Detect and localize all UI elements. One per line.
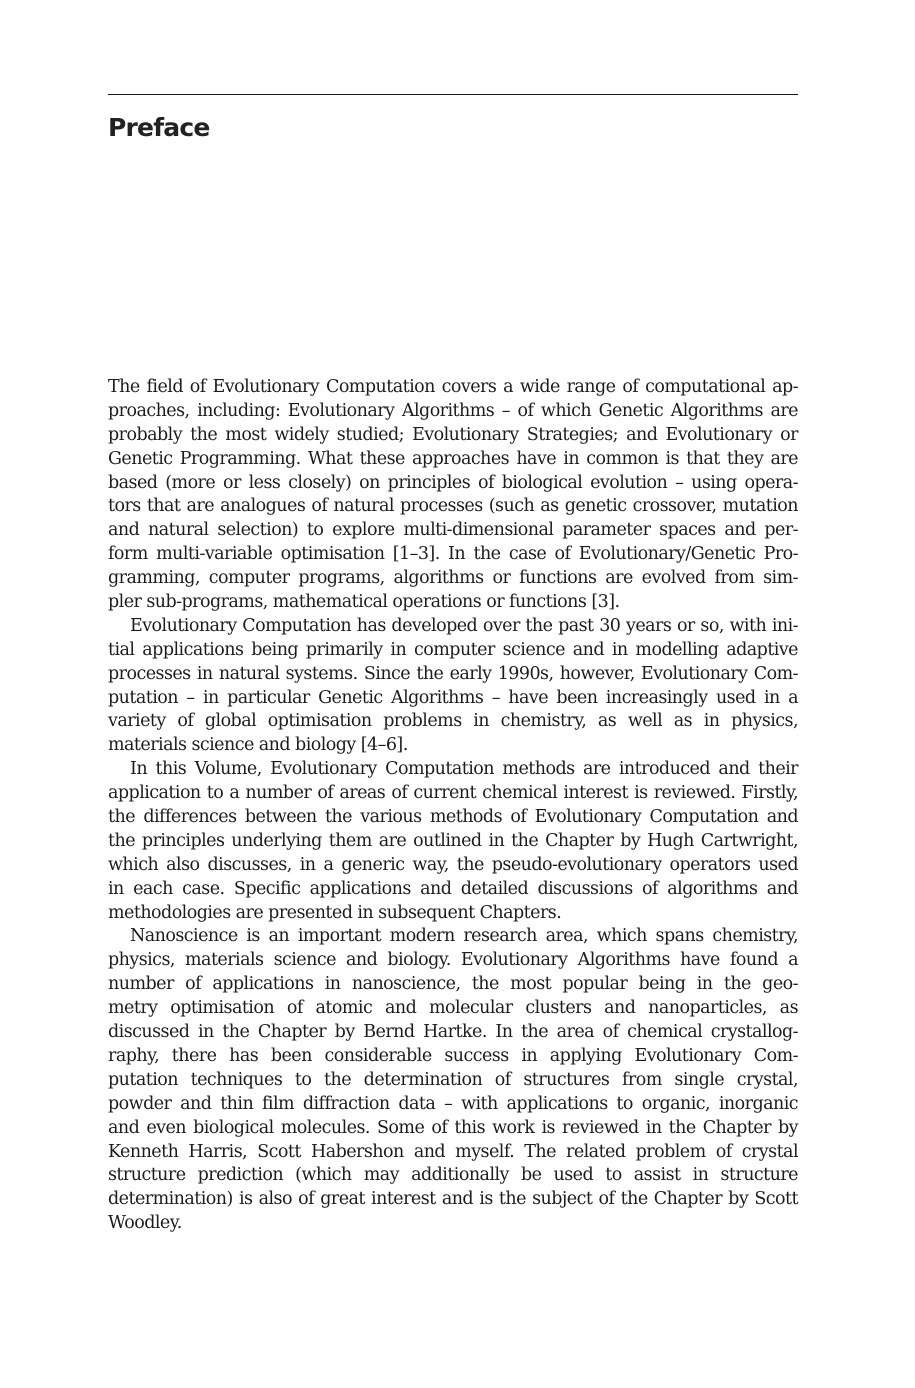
text-line: Woodley. (108, 1213, 182, 1234)
text-line: physics, materials science and biology. Evolutionary Algorithms have found a (108, 950, 798, 971)
text-line: The field of Evolutionary Computation covers a wide range of computational ap- (108, 377, 798, 397)
page-title: Preface (108, 113, 210, 142)
text-line: in each case. Specific applications and detailed discussions of algorithms and (108, 878, 798, 899)
text-line: discussed in the Chapter by Bernd Hartke. In the area of chemical crystallog- (108, 1022, 798, 1043)
text-line: Genetic Programming. What these approaches have in common is that they are (108, 448, 798, 469)
text-line: processes in natural systems. Since the early 1990s, however, Evolutionary Com- (108, 663, 798, 684)
text-line: the differences between the various methods of Evolutionary Computation and (108, 807, 798, 828)
paragraph (108, 376, 798, 615)
text-line: pler sub-programs, mathematical operations or functions [3]. (108, 592, 620, 613)
text-line: putation – in particular Genetic Algorithms – have been increasingly used in a (108, 687, 798, 708)
text-line: In this Volume, Evolutionary Computation methods are introduced and their (130, 759, 798, 780)
text-line: based (more or less closely) on principles of biological evolution – using opera- (108, 472, 798, 493)
text-line: which also discusses, in a generic way, the pseudo-evolutionary operators used (108, 854, 798, 875)
body-text (108, 376, 798, 1236)
text-line: Kenneth Harris, Scott Habershon and myself. The related problem of crystal (108, 1141, 798, 1162)
text-line: powder and thin film diffraction data – with applications to organic, inorganic (108, 1093, 798, 1114)
text-line: raphy, there has been considerable success in applying Evolutionary Com- (108, 1045, 798, 1066)
text-line: gramming, computer programs, algorithms or functions are evolved from sim- (108, 568, 798, 589)
text-line: structure prediction (which may additionally be used to assist in structure (108, 1165, 798, 1186)
text-line: and natural selection) to explore multi-dimensional parameter spaces and per- (108, 520, 798, 541)
paragraph (108, 615, 798, 758)
text-line: Nanoscience is an important modern research area, which spans chemistry, (130, 926, 798, 947)
text-line: application to a number of areas of current chemical interest is reviewed. Firstly, (108, 783, 798, 804)
text-line: metry optimisation of atomic and molecular clusters and nanoparticles, as (108, 998, 798, 1019)
text-line: variety of global optimisation problems in chemistry, as well as in physics, (108, 711, 798, 732)
text-line: Evolutionary Computation has developed over the past 30 years or so, with ini- (130, 615, 798, 636)
header-rule (108, 94, 798, 95)
text-line: tial applications being primarily in computer science and in modelling adaptive (108, 639, 798, 660)
text-line: and even biological molecules. Some of this work is reviewed in the Chapter by (108, 1117, 798, 1138)
text-line: materials science and biology [4–6]. (108, 735, 408, 756)
text-line: determination) is also of great interest and is the subject of the Chapter by Scott (108, 1189, 798, 1210)
text-line: probably the most widely studied; Evolutionary Strategies; and Evolutionary or (108, 424, 798, 445)
paragraph (108, 758, 798, 925)
text-line: proaches, including: Evolutionary Algorithms – of which Genetic Algorithms are (108, 400, 798, 421)
text-line: form multi-variable optimisation [1–3]. In the case of Evolutionary/Genetic Pro- (108, 544, 798, 565)
text-line: the principles underlying them are outlined in the Chapter by Hugh Cartwright, (108, 830, 798, 851)
text-line: number of applications in nanoscience, the most popular being in the geo- (108, 974, 798, 995)
text-line: methodologies are presented in subsequent Chapters. (108, 902, 562, 923)
paragraph (108, 925, 798, 1236)
text-line: tors that are analogues of natural processes (such as genetic crossover, mutation (108, 496, 798, 517)
text-line: putation techniques to the determination of structures from single crystal, (108, 1069, 798, 1090)
